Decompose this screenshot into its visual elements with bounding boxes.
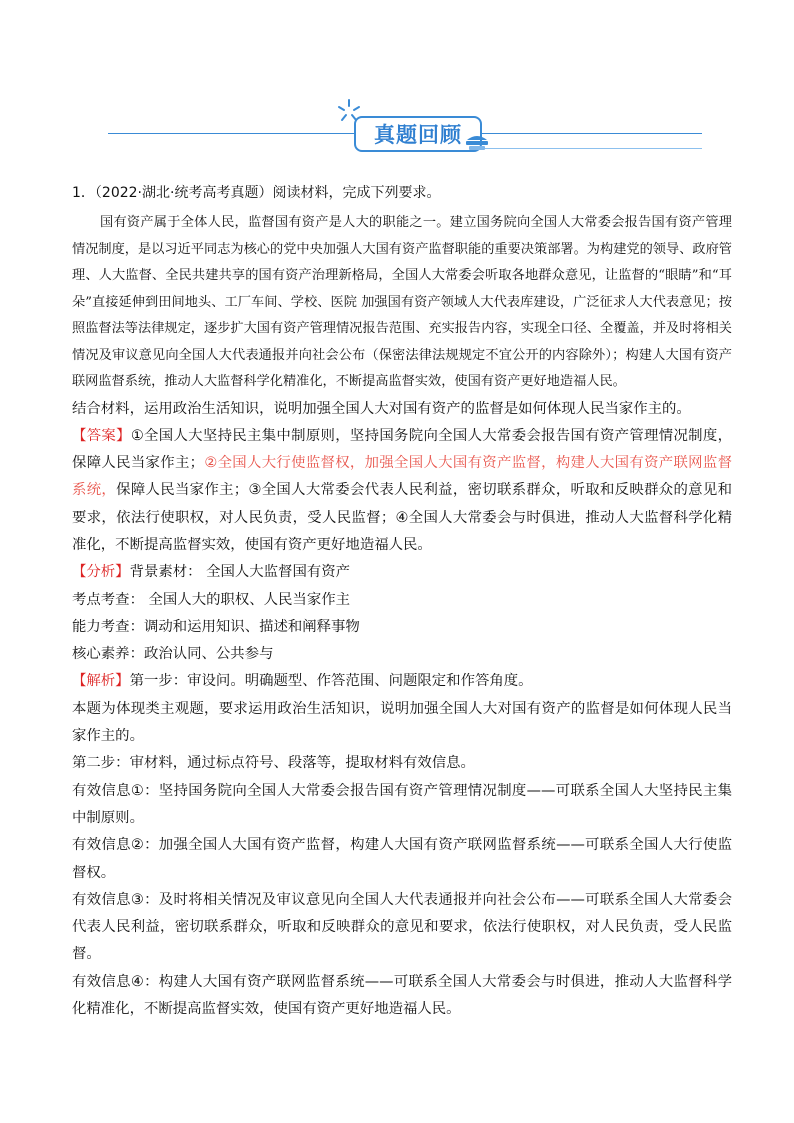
- explanation-step1-line: [72, 668, 732, 695]
- question-header: [72, 182, 732, 204]
- section-banner: [108, 98, 702, 158]
- banner-title-box: [354, 116, 482, 152]
- material-passage: [72, 210, 732, 396]
- explanation-step2: 第二步：审材料，通过标点符号、段落等，提取材料有效信息。: [72, 755, 475, 772]
- analysis-line: [72, 559, 732, 586]
- explanation-info-1: 有效信息①：坚持国务院向全国人大常委会报告国有资产管理情况制度——可联系全国人大坚持民主集中制原则。: [72, 782, 732, 826]
- explanation-step1-detail: 本题为体现类主观题，要求运用政治生活知识，说明加强全国人大对国有资产的监督是如何体现人民当家作主的。: [72, 700, 732, 745]
- analysis-ability: 能力考查：调动和运用知识、描述和阐释事物: [72, 618, 360, 635]
- explanation-info-2: 有效信息②：加强全国人大国有资产监督，构建人大国有资产联网监督系统——可联系全国人大行使监督权。: [72, 837, 732, 881]
- cup-icon: [464, 132, 490, 152]
- analysis-exam-point: 考点考查： 全国人大的职权、人民当家作主: [72, 591, 350, 608]
- explanation-info-4: 有效信息④：构建人大国有资产联网监督系统——可联系全国人大常委会与时俱进，推动人大监督科学化精准化，不断提高监督实效，使国有资产更好地造福人民。: [72, 973, 732, 1018]
- explanation-info-3: 有效信息③：及时将相关情况及审议意见向全国人大代表通报并向社会公布——可联系全国人大常委会代表人民利益，密切联系群众，听取和反映群众的意见和要求，依法行使职权，对人民负责，受人民监督。: [72, 891, 732, 963]
- analysis-tag: 【分析】: [72, 564, 130, 581]
- answer-tag: 【答案】: [72, 427, 131, 444]
- analysis-background: 背景素材： 全国人大监督国有资产: [129, 564, 351, 581]
- material-text: 国有资产属于全体人民，监督国有资产是人大的职能之一。建立国务院向全国人大常委会报告国有资产管理情况制度，是以习近平同志为核心的党中央加强人大国有资产监督职能的重要决策部署。为构建党的领导、政府管理、人大监督、全民共建共享的国有资产治理新格局，全国人大常委会听取各地群众意见，让监督的“眼睛”和“耳朵”直接延伸到田间地头、工厂车间、学校、医院 加强国有资产领域人大代表库建设，广泛征求人大代表意见；按照监督法等法律规定，逐步扩大国有资产管理情况报告范围、充实报告内容，实现全口径、全覆盖，并及时将相关情况及审议意见向全国人大代表通报并向社会公布（保密法律法规规定不宜公开的内容除外）；构建人大国有资产联网监督系统，推动人大监督科学化精准化，不断提高监督实效，使国有资产更好地造福人民。: [72, 215, 732, 389]
- question-prompt: 结合材料，运用政治生活知识，说明加强全国人大对国有资产的监督是如何体现人民当家作主的。: [72, 400, 691, 417]
- answer-section: [72, 396, 732, 1024]
- answer-part-1: ①全国人大坚持民主集中制原则，坚持国务院向全国人大常委会报告国有资产管理情况制度，保障人民当家作主；: [72, 427, 732, 472]
- question-source: （2022·湖北·统考高考真题）: [94, 185, 273, 201]
- banner-rule-secondary: [482, 148, 702, 149]
- answer-part-3: 保障人民当家作主；③全国人大常委会代表人民利益，密切联系群众，听取和反映群众的意见和要求，依法行使职权，对人民负责，受人民监督；④全国人大常委会与时俱进，推动人大监督科学化精准化，不断提高监督实效，使国有资产更好地造福人民。: [72, 482, 732, 553]
- answer-paragraph: [72, 423, 732, 559]
- explanation-tag: 【解析】: [72, 673, 130, 690]
- question-instruction: 阅读材料，完成下列要求。: [272, 185, 441, 201]
- section-title: 真题回顾: [374, 123, 462, 147]
- question-number: 1．: [72, 185, 95, 201]
- answer-part-2: ②全国人大行使监督权，加强全国人大国有资产监督，构建人大国有资产联网监督系统，: [72, 455, 732, 499]
- explanation-step1: 第一步：审设问。明确题型、作答范围、问题限定和作答角度。: [129, 673, 533, 690]
- document-content: [72, 182, 732, 1023]
- analysis-literacy: 核心素养：政治认同、公共参与: [72, 646, 274, 663]
